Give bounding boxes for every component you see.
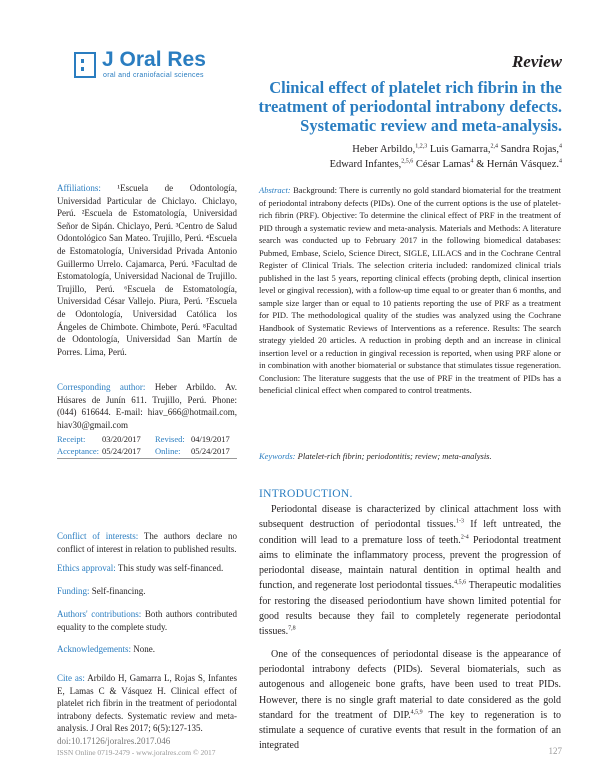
contrib-label: Authors' contributions: — [57, 609, 142, 619]
corresponding-text: Heber Arbildo. Av. Húsares de Junín 611. Trujillo, Perú. Phone: (044) 616644. E-mail: hiav_666@hotmail.com, hiav30@gmail.com — [57, 382, 237, 430]
citation-mark: 2-4 — [460, 534, 469, 541]
conflict-of-interest — [57, 530, 237, 555]
abstract — [259, 184, 561, 397]
corresponding-author — [57, 381, 237, 431]
author-affiliation-mark: 2,4 — [490, 143, 499, 150]
revised-label: Revised: — [155, 434, 185, 444]
author-name: Edward Infantes, — [329, 159, 402, 170]
paragraph-text: Periodontal disease is characterized by clinical attachment loss with subsequent destruction of periodontal tissues. — [259, 504, 561, 531]
affiliations — [57, 182, 237, 358]
author-name: César Lamas — [415, 159, 471, 170]
paragraph — [259, 647, 561, 754]
keywords-text: Platelet-rich fibrin; periodontitis; review; meta-analysis. — [297, 451, 492, 461]
page-number: 127 — [548, 746, 562, 756]
paragraph-text: If left untreated, the condition will lead to a premature loss of teeth. — [259, 519, 561, 546]
citation-mark: 1-3 — [456, 518, 464, 525]
author-affiliation-mark: 4 — [559, 143, 562, 150]
logo-mark-icon — [74, 52, 96, 78]
author-name: Luis Gamarra, — [429, 144, 491, 155]
author-affiliation-mark: 2,5,6 — [401, 158, 414, 165]
receipt-label: Receipt: — [57, 434, 86, 444]
online-date: 05/24/2017 — [191, 446, 230, 456]
revised-date: 04/19/2017 — [191, 434, 230, 444]
ethics-approval — [57, 562, 237, 575]
ack-label: Acknowledgements: — [57, 644, 131, 654]
section-heading: INTRODUCTION. — [259, 488, 353, 500]
keywords — [259, 451, 561, 461]
journal-name: J Oral Res — [102, 48, 206, 71]
affiliations-text: ¹Escuela de Odontología, Universidad Particular de Chiclayo. Chiclayo, Perú. ²Escuela de Estomatología, Universidad Señor de Sipán. Chiclayo, Perú. ³Centro de Salud Odontológico San Mateo. Trujillo, Perú. ⁴Escuela de Estomatología, Universidad Privada Antonio Guillermo Urrelo. Cajamarca, Perú. ⁵Facultad de Estomatología, Universidad Nacional de Trujillo. Trujillo, Perú. ⁶Escuela de Estomatología, Universidad César Vallejo. Piura, Perú. ⁷Escuela de Odontología, Universidad Católica los Ángeles de Chimbote. Chimbote, Perú. ⁸Facultad de Odontología, Universidad San Martín de Porres. Lima, Perú. — [57, 183, 237, 357]
citation-mark: 4,5,9 — [410, 709, 423, 716]
cite-as — [57, 672, 237, 748]
abstract-label: Abstract: — [259, 185, 291, 195]
article-title: Clinical effect of platelet rich fibrin in the treatment of periodontal intrabony defects. Systematic review and meta-analysis. — [258, 78, 562, 135]
article-dates — [57, 433, 237, 457]
acceptance-label: Acceptance: — [57, 446, 99, 456]
author-affiliation-mark: 4 — [559, 158, 562, 165]
cite-label: Cite as: — [57, 673, 85, 683]
online-label: Online: — [155, 446, 181, 456]
ack-text: None. — [133, 644, 155, 654]
paragraph-text: Therapeutic modalities for restoring the diseased periodontium have shown limited potential for good results because they fail to completely regenerate periodontal tissues. — [259, 580, 561, 638]
paragraph-text: One of the consequences of periodontal disease is the appearance of periodontal intrabony defects (PIDs). Several biomaterials, such as autogenous and allogeneic bone grafts, have been used to treat PIDs. However, there is no single graft material to date considered as the gold standard for the treatment of DIP. — [259, 648, 561, 721]
conflict-text: The authors declare no conflict of interest in relation to published results. — [57, 531, 237, 554]
author-name: Sandra Rojas, — [500, 144, 559, 155]
footer-issn: ISSN Online 0719-2479 - www.joralres.com © 2017 — [57, 748, 216, 757]
acceptance-date: 05/24/2017 — [102, 446, 141, 456]
paragraph-text: Periodontal treatment aims to eliminate the inflammatory process, prevent the progression of periodontal disease, maintain natural dentition in optimal health and function, and regenerate lost periodontal tissues. — [259, 534, 561, 592]
corresponding-label: Corresponding author: — [57, 382, 146, 392]
paragraph — [259, 502, 561, 640]
conflict-label: Conflict of interests: — [57, 531, 139, 541]
divider — [57, 458, 237, 459]
ethics-label: Ethics approval: — [57, 563, 116, 573]
introduction-body — [259, 502, 561, 754]
ethics-text: This study was self-financed. — [117, 563, 224, 573]
keywords-label: Keywords: — [259, 451, 296, 461]
receipt-date: 03/20/2017 — [102, 434, 141, 444]
paragraph-text: The key to regeneration is to stimulate a sequence of curative events that result in the formation of an integrated — [259, 709, 561, 752]
funding-label: Funding: — [57, 586, 90, 596]
journal-subtitle: oral and craniofacial sciences — [103, 72, 204, 79]
contrib-text: Both authors contributed equality to the complete study. — [57, 609, 237, 632]
author-name: Heber Arbildo, — [352, 144, 416, 155]
citation-mark: 4,5,6 — [454, 580, 467, 587]
author-list: Heber Arbildo,$^{1,2,3}$ Luis Gamarra,$^{2,4}$ Sandra Rojas,$^4$ Edward Infantes,$^{2,5,6}$ César Lamas$^4$ & Hernán Vásquez.$^4$ — [329, 143, 562, 170]
funding-text: Self-financing. — [91, 586, 146, 596]
cite-text: Arbildo H, Gamarra L, Rojas S, Infantes E, Lamas C & Vásquez H. Clinical effect of platelet rich fibrin in the treatment of periodontal intrabony defects. Systematic review and meta-analysis. J Oral Res 2017; 6(5):127-135. — [57, 673, 237, 734]
citation-mark: 7,8 — [288, 626, 296, 633]
affiliations-label: Affiliations: — [57, 183, 101, 193]
author-affiliation-mark: 4 — [470, 158, 474, 165]
abstract-text: Background: There is currently no gold standard biomaterial for the treatment of periodontal intrabony defects (PIDs). One of the current options is the use of platelet-rich fibrin (PRF). Objective: To determine the clinical effect of PRF in the treatment of PID through a systematic review and meta-analysis. Materials and Methods: A literature search was conducted up to February 2017 in the following biomedical databases: Pubmed, Embase, Scielo, Science Direct, SIGLE, LILACS and in the Cochrane Central Register of Clinical Trials. The selection criteria included: randomized clinical trials published in the last 5 years, reporting clinical effects (probing depth, clinical insertion level or gingival recession), with a follow-up time equal to or greater than 6 months, and sample size larger than or equal to 10 patients reporting the use of PRF as a treatment for PID. The methodological quality of the studies was analyzed using the Cochrane Handbook of Systematic Reviews of Interventions as a reference. Results: The search strategy yielded 20 articles. A reduction in probing depth and an increase in clinical insertion level or a reduction in gingival recession is reported, when using PRF alone or in combination with another biomaterial or substance that stimulates tissue regeneration. Conclusion: The literature suggests that the use of PRF in the treatment of PIDs has a beneficial clinical effect when compared to control treatments. — [259, 185, 561, 395]
author-affiliation-mark: 1,2,3 — [415, 143, 428, 150]
acknowledgements — [57, 643, 237, 656]
author-name: Hernán Vásquez. — [486, 159, 559, 170]
author-contributions — [57, 608, 237, 633]
doi-link[interactable]: doi:10.17126/joralres.2017.046 — [57, 735, 171, 746]
section-label: Review — [511, 52, 562, 71]
funding — [57, 585, 237, 598]
